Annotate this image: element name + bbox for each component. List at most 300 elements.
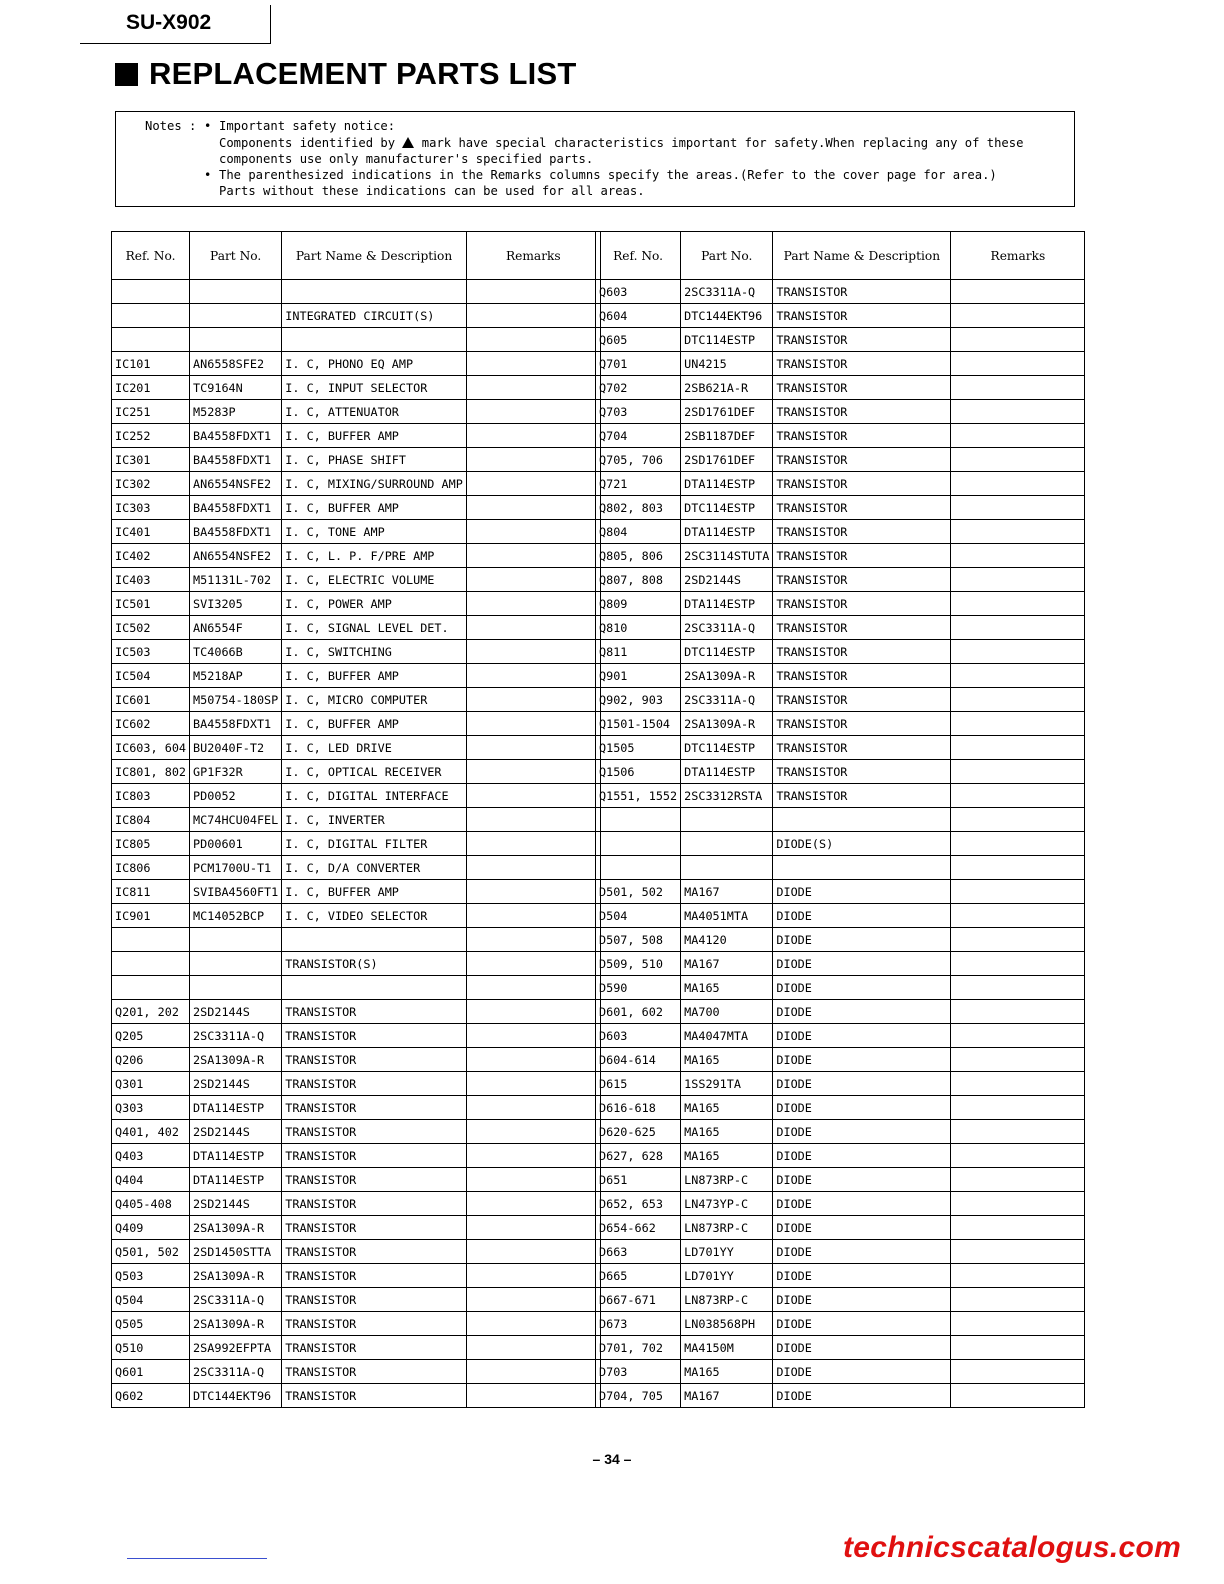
description-cell: TRANSISTOR [773,616,951,640]
part-no-cell: BA4558FDXT1 [190,520,282,544]
part-no-cell [190,952,282,976]
remarks-cell [466,1192,600,1216]
part-no-cell: MA165 [681,1360,773,1384]
safety-notice-line-2: components use only manufacturer's specified parts. [219,152,594,166]
safety-notice-text-a: Components identified by [219,136,403,150]
part-no-cell: DTA114ESTP [681,760,773,784]
remarks-cell [951,1000,1085,1024]
ref-no-cell: D652, 653 [596,1192,681,1216]
description-cell: I. C, BUFFER AMP [282,880,467,904]
description-cell: TRANSISTOR [773,640,951,664]
ref-no-cell: D665 [596,1264,681,1288]
ref-no-cell [112,328,190,352]
part-no-cell: DTC114ESTP [681,736,773,760]
description-cell: DIODE [773,1096,951,1120]
description-cell: TRANSISTOR [282,1192,467,1216]
description-cell: TRANSISTOR [282,1024,467,1048]
ref-no-cell [596,808,681,832]
description-cell: TRANSISTOR [282,1288,467,1312]
description-cell: DIODE [773,880,951,904]
ref-no-cell: Q401, 402 [112,1120,190,1144]
table-row [596,952,1085,976]
part-no-cell: MA4120 [681,928,773,952]
remarks-cell [466,760,600,784]
part-no-cell: 2SC3312RSTA [681,784,773,808]
part-no-cell: MC74HCU04FEL [190,808,282,832]
ref-no-cell: IC901 [112,904,190,928]
description-cell: DIODE [773,1312,951,1336]
description-cell: I. C, INPUT SELECTOR [282,376,467,400]
description-cell: I. C, PHONO EQ AMP [282,352,467,376]
table-row [596,1360,1085,1384]
description-cell: TRANSISTOR [773,760,951,784]
description-cell: DIODE [773,952,951,976]
part-no-cell: LD701YY [681,1264,773,1288]
remarks-cell [466,832,600,856]
area-notice-line-2: Parts without these indications can be used for all areas. [219,184,645,198]
table-row [596,1000,1085,1024]
part-no-cell: SVIBA4560FT1 [190,880,282,904]
description-cell: I. C, TONE AMP [282,520,467,544]
ref-no-cell: IC303 [112,496,190,520]
table-row [596,352,1085,376]
description-cell: TRANSISTOR [282,1096,467,1120]
ref-no-cell: IC201 [112,376,190,400]
description-cell: TRANSISTOR [773,376,951,400]
description-cell: I. C, BUFFER AMP [282,496,467,520]
model-number: SU-X902 [126,11,212,34]
remarks-cell [951,616,1085,640]
part-no-cell: LD701YY [681,1240,773,1264]
table-row [596,328,1085,352]
description-cell: DIODE [773,1360,951,1384]
table-row [112,832,601,856]
table-row [112,1024,601,1048]
table-row [596,376,1085,400]
remarks-cell [951,1240,1085,1264]
ref-no-cell: Q201, 202 [112,1000,190,1024]
ref-no-cell: D620-625 [596,1120,681,1144]
table-row [596,1336,1085,1360]
description-cell: I. C, VIDEO SELECTOR [282,904,467,928]
bullet-icon: • [204,119,212,133]
remarks-cell [466,1384,600,1408]
part-no-cell: 2SD2144S [190,1120,282,1144]
ref-no-cell: D703 [596,1360,681,1384]
description-cell: TRANSISTOR [773,736,951,760]
table-row [596,1240,1085,1264]
table-row [112,1120,601,1144]
remarks-cell [951,1144,1085,1168]
description-cell: TRANSISTOR [282,1240,467,1264]
ref-no-cell: Q409 [112,1216,190,1240]
part-no-cell: MA165 [681,1144,773,1168]
remarks-cell [951,1312,1085,1336]
ref-no-cell: Q1505 [596,736,681,760]
description-cell: TRANSISTOR [282,1000,467,1024]
ref-no-cell: Q807, 808 [596,568,681,592]
remarks-cell [466,1144,600,1168]
square-bullet-icon [115,63,138,86]
table-row [112,1144,601,1168]
table-row [112,736,601,760]
description-cell: TRANSISTOR [282,1264,467,1288]
table-row [596,1192,1085,1216]
remarks-cell [466,1000,600,1024]
remarks-cell [466,400,600,424]
table-row [596,448,1085,472]
ref-no-cell: IC602 [112,712,190,736]
ref-no-cell: IC601 [112,688,190,712]
bullet-icon: • [204,168,212,182]
table-row [596,496,1085,520]
ref-no-cell: Q1551, 1552 [596,784,681,808]
ref-no-cell: Q804 [596,520,681,544]
description-cell: TRANSISTOR [282,1384,467,1408]
remarks-cell [951,1096,1085,1120]
table-row [112,1192,601,1216]
ref-no-cell: Q504 [112,1288,190,1312]
description-cell: DIODE [773,904,951,928]
part-no-cell: MC14052BCP [190,904,282,928]
part-no-cell: LN473YP-C [681,1192,773,1216]
remarks-cell [951,1216,1085,1240]
ref-no-cell: IC804 [112,808,190,832]
ref-no-cell: Q501, 502 [112,1240,190,1264]
description-cell: I. C, MICRO COMPUTER [282,688,467,712]
table-row [596,880,1085,904]
ref-no-cell: IC501 [112,592,190,616]
description-cell: TRANSISTOR [282,1336,467,1360]
ref-no-cell [112,304,190,328]
ref-no-cell: Q901 [596,664,681,688]
ref-no-cell: D663 [596,1240,681,1264]
remarks-cell [466,1360,600,1384]
part-no-cell: 2SC3311A-Q [681,280,773,304]
remarks-cell [951,928,1085,952]
remarks-cell [466,1096,600,1120]
remarks-cell [951,472,1085,496]
table-row [112,352,601,376]
remarks-cell [466,640,600,664]
ref-no-cell: D504 [596,904,681,928]
description-cell [282,280,467,304]
ref-no-cell: Q404 [112,1168,190,1192]
col-ref-no: Ref. No. [112,232,190,280]
remarks-cell [951,1288,1085,1312]
table-row [112,304,601,328]
part-no-cell: TC4066B [190,640,282,664]
parts-table-left [111,231,601,1408]
ref-no-cell: Q811 [596,640,681,664]
ref-no-cell: Q301 [112,1072,190,1096]
description-cell: I. C, DIGITAL FILTER [282,832,467,856]
table-row [112,1288,601,1312]
remarks-cell [466,856,600,880]
ref-no-cell: IC302 [112,472,190,496]
description-cell: DIODE [773,1144,951,1168]
notes-box [115,111,1075,207]
ref-no-cell: D604-614 [596,1048,681,1072]
part-no-cell: 2SD1450STTA [190,1240,282,1264]
ref-no-cell: Q205 [112,1024,190,1048]
table-row [112,424,601,448]
remarks-cell [951,976,1085,1000]
part-no-cell: 2SC3114STUTA [681,544,773,568]
remarks-cell [951,304,1085,328]
table-row [596,544,1085,568]
ref-no-cell [112,280,190,304]
table-row [112,1096,601,1120]
table-row [596,904,1085,928]
remarks-cell [951,544,1085,568]
table-row [112,664,601,688]
part-no-cell: LN873RP-C [681,1216,773,1240]
part-no-cell: LN038568PH [681,1312,773,1336]
part-no-cell: 2SA1309A-R [190,1216,282,1240]
table-row [112,640,601,664]
description-cell: TRANSISTOR [773,544,951,568]
remarks-cell [466,1024,600,1048]
table-row [596,616,1085,640]
table-row [596,592,1085,616]
ref-no-cell: Q701 [596,352,681,376]
ref-no-cell: Q704 [596,424,681,448]
table-row [112,1360,601,1384]
table-row [596,1216,1085,1240]
ref-no-cell: D616-618 [596,1096,681,1120]
description-cell [282,328,467,352]
ref-no-cell: Q702 [596,376,681,400]
remarks-cell [951,640,1085,664]
part-no-cell: MA4051MTA [681,904,773,928]
part-no-cell: DTC114ESTP [681,328,773,352]
remarks-cell [466,688,600,712]
remarks-cell [466,1312,600,1336]
ref-no-cell: Q902, 903 [596,688,681,712]
table-row [112,712,601,736]
remarks-cell [466,280,600,304]
description-cell: I. C, BUFFER AMP [282,664,467,688]
remarks-cell [466,328,600,352]
part-no-cell: 2SD1761DEF [681,448,773,472]
description-cell: I. C, ATTENUATOR [282,400,467,424]
part-no-cell: LN873RP-C [681,1168,773,1192]
ref-no-cell: D704, 705 [596,1384,681,1408]
table-row [112,328,601,352]
table-row [596,424,1085,448]
remarks-cell [951,1336,1085,1360]
table-row [112,1168,601,1192]
ref-no-cell: D590 [596,976,681,1000]
remarks-cell [466,1168,600,1192]
part-no-cell [190,928,282,952]
part-no-cell: SVI3205 [190,592,282,616]
table-row [596,1024,1085,1048]
table-row [596,520,1085,544]
part-no-cell: MA165 [681,976,773,1000]
table-row [596,280,1085,304]
remarks-cell [951,760,1085,784]
ref-no-cell: IC252 [112,424,190,448]
remarks-cell [951,328,1085,352]
part-no-cell: AN6554F [190,616,282,640]
ref-no-cell: Q809 [596,592,681,616]
ref-no-cell: IC805 [112,832,190,856]
part-no-cell: 2SD2144S [190,1000,282,1024]
description-cell: TRANSISTOR [773,592,951,616]
part-no-cell: MA165 [681,1120,773,1144]
ref-no-cell: IC402 [112,544,190,568]
description-cell: I. C, POWER AMP [282,592,467,616]
ref-no-cell: IC603, 604 [112,736,190,760]
part-no-cell: MA165 [681,1096,773,1120]
safety-notice-title: Important safety notice: [219,119,396,133]
remarks-cell [951,424,1085,448]
area-notice-line-1: The parenthesized indications in the Remarks columns specify the areas.(Refer to the cover page for area.) [219,168,997,182]
remarks-cell [466,520,600,544]
part-no-cell [681,856,773,880]
table-row [596,1072,1085,1096]
col-remarks: Remarks [951,232,1085,280]
ref-no-cell: Q503 [112,1264,190,1288]
table-row [112,952,601,976]
link-underline [127,1558,267,1559]
table-row [596,1048,1085,1072]
table-row [112,928,601,952]
ref-no-cell: Q605 [596,328,681,352]
table-row [596,760,1085,784]
ref-no-cell: IC503 [112,640,190,664]
description-cell: DIODE [773,1240,951,1264]
remarks-cell [466,496,600,520]
table-row [112,1312,601,1336]
table-row [596,640,1085,664]
ref-no-cell: D603 [596,1024,681,1048]
description-cell: TRANSISTOR [773,568,951,592]
table-row [596,400,1085,424]
parts-table-right [595,231,1085,1408]
description-cell: DIODE [773,1168,951,1192]
table-row [596,712,1085,736]
description-cell: TRANSISTOR [773,424,951,448]
remarks-cell [951,736,1085,760]
remarks-cell [466,544,600,568]
ref-no-cell: IC101 [112,352,190,376]
warning-triangle-icon [402,137,414,148]
watermark-link[interactable]: technicscatalogus.com [843,1531,1182,1564]
ref-no-cell: D601, 602 [596,1000,681,1024]
part-no-cell: 2SA1309A-R [681,664,773,688]
remarks-cell [466,904,600,928]
table-row [112,856,601,880]
description-cell: TRANSISTOR [282,1048,467,1072]
part-no-cell: 2SD2144S [190,1192,282,1216]
ref-no-cell: Q705, 706 [596,448,681,472]
remarks-cell [951,1072,1085,1096]
col-part-no: Part No. [681,232,773,280]
remarks-cell [466,808,600,832]
description-cell: I. C, LED DRIVE [282,736,467,760]
ref-no-cell: IC251 [112,400,190,424]
description-cell: TRANSISTOR [773,472,951,496]
description-cell: TRANSISTOR [773,520,951,544]
table-row [596,856,1085,880]
part-no-cell: DTC144EKT96 [681,304,773,328]
description-cell: TRANSISTOR [773,328,951,352]
description-cell: I. C, BUFFER AMP [282,424,467,448]
part-no-cell: PCM1700U-T1 [190,856,282,880]
description-cell: INTEGRATED CIRCUIT(S) [282,304,467,328]
description-cell: TRANSISTOR [282,1168,467,1192]
part-no-cell: BU2040F-T2 [190,736,282,760]
part-no-cell: DTC114ESTP [681,640,773,664]
table-row [596,688,1085,712]
remarks-cell [466,880,600,904]
ref-no-cell: Q703 [596,400,681,424]
part-no-cell [190,280,282,304]
ref-no-cell: Q303 [112,1096,190,1120]
part-no-cell: 2SC3311A-Q [190,1288,282,1312]
table-row [112,1048,601,1072]
part-no-cell: MA165 [681,1048,773,1072]
remarks-cell [951,832,1085,856]
remarks-cell [466,736,600,760]
remarks-cell [951,376,1085,400]
table-header-row [112,232,601,280]
parts-rows-right [596,280,1085,1408]
ref-no-cell [596,832,681,856]
table-row [596,664,1085,688]
remarks-cell [951,1120,1085,1144]
part-no-cell [190,328,282,352]
part-no-cell: 2SA992EFPTA [190,1336,282,1360]
table-row [112,904,601,928]
remarks-cell [466,1288,600,1312]
remarks-cell [466,376,600,400]
ref-no-cell: IC806 [112,856,190,880]
description-cell: TRANSISTOR(S) [282,952,467,976]
ref-no-cell: Q206 [112,1048,190,1072]
part-no-cell: MA700 [681,1000,773,1024]
table-row [112,1216,601,1240]
description-cell: DIODE [773,1000,951,1024]
ref-no-cell: Q604 [596,304,681,328]
description-cell: DIODE [773,1288,951,1312]
remarks-cell [466,472,600,496]
ref-no-cell: Q405-408 [112,1192,190,1216]
remarks-cell [951,880,1085,904]
description-cell: DIODE [773,1024,951,1048]
remarks-cell [951,1024,1085,1048]
ref-no-cell: IC301 [112,448,190,472]
table-row [112,616,601,640]
ref-no-cell: Q510 [112,1336,190,1360]
part-no-cell: 2SA1309A-R [681,712,773,736]
remarks-cell [951,448,1085,472]
remarks-cell [466,616,600,640]
ref-no-cell: Q810 [596,616,681,640]
description-cell: TRANSISTOR [773,784,951,808]
ref-no-cell: D667-671 [596,1288,681,1312]
parts-rows-left [112,280,601,1408]
remarks-cell [466,664,600,688]
remarks-cell [466,784,600,808]
description-cell: DIODE(S) [773,832,951,856]
table-row [112,1240,601,1264]
table-row [112,880,601,904]
ref-no-cell [112,928,190,952]
